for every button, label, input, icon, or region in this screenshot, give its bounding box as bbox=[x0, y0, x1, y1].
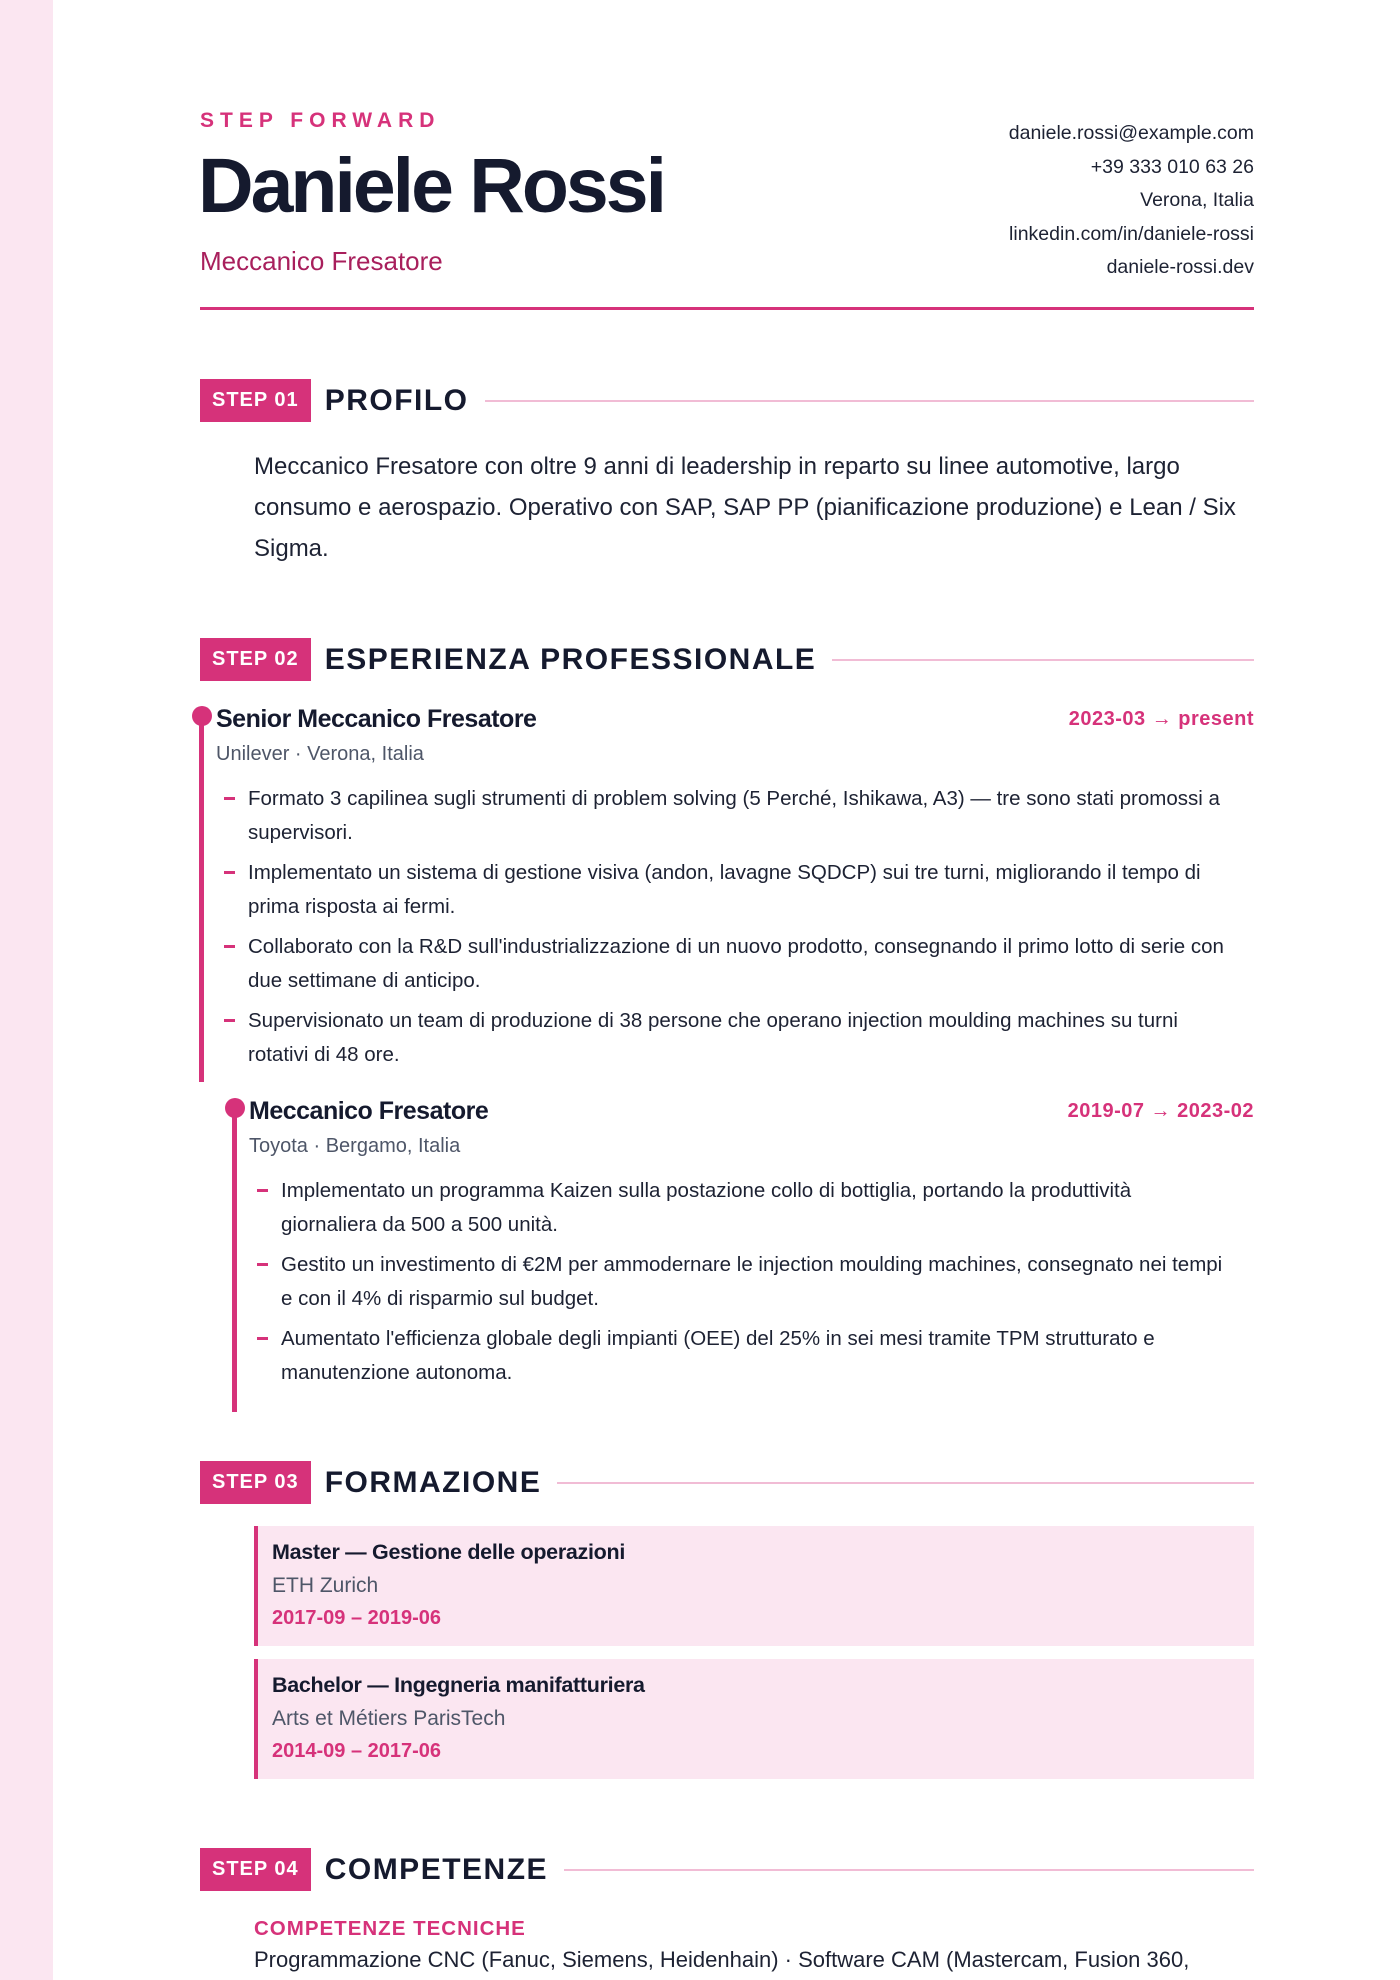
section-header-experience bbox=[200, 638, 1254, 681]
section-divider bbox=[557, 1482, 1254, 1484]
header-kicker: STEP FORWARD bbox=[200, 109, 441, 132]
section-divider bbox=[564, 1869, 1254, 1871]
side-strip bbox=[0, 0, 53, 1980]
timeline-dot bbox=[192, 706, 212, 726]
dash-bullet-icon bbox=[224, 797, 235, 800]
achievement-item: Supervisionato un team di produzione di 38 persone che operano injection moulding machines su turni rotativi di 48 ore. bbox=[248, 1004, 1238, 1071]
education-item bbox=[254, 1526, 1254, 1646]
degree-title: Master — Gestione delle operazioni bbox=[272, 1540, 626, 1564]
candidate-role: Meccanico Fresatore bbox=[200, 246, 443, 276]
dash-bullet-icon bbox=[257, 1263, 268, 1266]
timeline-line bbox=[232, 1116, 237, 1412]
timeline-line bbox=[199, 724, 204, 1082]
experience-item bbox=[192, 706, 1254, 1076]
dash-bullet-icon bbox=[224, 1019, 235, 1022]
job-title: Senior Meccanico Fresatore bbox=[216, 705, 537, 733]
contact-email[interactable]: daniele.rossi@example.com bbox=[1008, 122, 1254, 144]
job-dates: 2023-03 → present bbox=[1068, 708, 1254, 730]
section-header-profile bbox=[200, 379, 1254, 422]
experience-item bbox=[225, 1098, 1254, 1398]
contact-block bbox=[1009, 117, 1254, 285]
achievement-item: Gestito un investimento di €2M per ammodernare le injection moulding machines, consegnato nei tempi e con il 4% di risparmio sul budget. bbox=[281, 1248, 1231, 1315]
degree-title: Bachelor — Ingegneria manifatturiera bbox=[272, 1673, 645, 1697]
profile-summary: Meccanico Fresatore con oltre 9 anni di leadership in reparto su linee automotive, largo consumo e aerospazio. Operativo con SAP, SAP PP (pianificazione produzione) e Lean / Six Sigma. bbox=[254, 453, 1236, 562]
job-achievements bbox=[248, 782, 1238, 1078]
job-dates: 2019-07 → 2023-02 bbox=[1067, 1100, 1254, 1122]
step-badge: STEP 04 bbox=[200, 1848, 311, 1891]
section-title: COMPETENZE bbox=[324, 1852, 549, 1886]
achievement-item: Aumentato l'efficienza globale degli impianti (OEE) del 25% in sei mesi tramite TPM strutturato e manutenzione autonoma. bbox=[281, 1322, 1231, 1389]
section-divider bbox=[832, 659, 1254, 661]
section-header-education bbox=[200, 1461, 1254, 1504]
education-dates: 2017-09 – 2019-06 bbox=[272, 1607, 442, 1629]
school-name: ETH Zurich bbox=[272, 1574, 379, 1597]
achievement-item: Collaborato con la R&D sull'industrializzazione di un nuovo prodotto, consegnando il primo lotto di serie con due settimane di anticipo. bbox=[248, 930, 1238, 997]
achievement-item: Implementato un sistema di gestione visiva (andon, lavagne SQDCP) sui tre turni, migliorando il tempo di prima risposta ai fermi. bbox=[248, 856, 1238, 923]
job-company: Unilever · Verona, Italia bbox=[216, 743, 424, 765]
contact-phone[interactable]: +39 333 010 63 26 bbox=[1090, 155, 1254, 178]
achievement-item: Implementato un programma Kaizen sulla postazione collo di bottiglia, portando la produttività giornaliera da 500 a 500 unità. bbox=[281, 1174, 1231, 1241]
dash-bullet-icon bbox=[257, 1337, 268, 1340]
dash-bullet-icon bbox=[224, 871, 235, 874]
section-title: ESPERIENZA PROFESSIONALE bbox=[324, 642, 817, 676]
section-title: FORMAZIONE bbox=[324, 1465, 542, 1499]
step-badge: STEP 01 bbox=[200, 379, 311, 422]
step-badge: STEP 03 bbox=[200, 1461, 311, 1504]
dash-bullet-icon bbox=[224, 945, 235, 948]
section-title: PROFILO bbox=[324, 383, 469, 417]
timeline-dot bbox=[225, 1098, 245, 1118]
job-achievements bbox=[281, 1174, 1231, 1396]
header-divider bbox=[200, 307, 1254, 310]
education-dates: 2014-09 – 2017-06 bbox=[272, 1740, 442, 1762]
section-header-skills bbox=[200, 1848, 1254, 1891]
education-item bbox=[254, 1659, 1254, 1779]
contact-location: Verona, Italia bbox=[1140, 189, 1254, 211]
job-title: Meccanico Fresatore bbox=[249, 1097, 489, 1125]
achievement-item: Formato 3 capilinea sugli strumenti di problem solving (5 Perché, Ishikawa, A3) — tre sono stati promossi a supervisori. bbox=[248, 782, 1238, 849]
school-name: Arts et Métiers ParisTech bbox=[272, 1707, 506, 1730]
dash-bullet-icon bbox=[257, 1189, 268, 1192]
candidate-name: Daniele Rossi bbox=[198, 143, 664, 229]
step-badge: STEP 02 bbox=[200, 638, 311, 681]
contact-linkedin[interactable]: linkedin.com/in/daniele-rossi bbox=[1009, 222, 1254, 245]
section-divider bbox=[485, 400, 1254, 402]
skill-list: Programmazione CNC (Fanuc, Siemens, Heidenhain) · Software CAM (Mastercam, Fusion 360, bbox=[254, 1947, 1190, 1972]
job-company: Toyota · Bergamo, Italia bbox=[249, 1135, 461, 1157]
contact-website[interactable]: daniele-rossi.dev bbox=[1106, 256, 1254, 278]
skill-category-title: COMPETENZE TECNICHE bbox=[254, 1917, 526, 1940]
